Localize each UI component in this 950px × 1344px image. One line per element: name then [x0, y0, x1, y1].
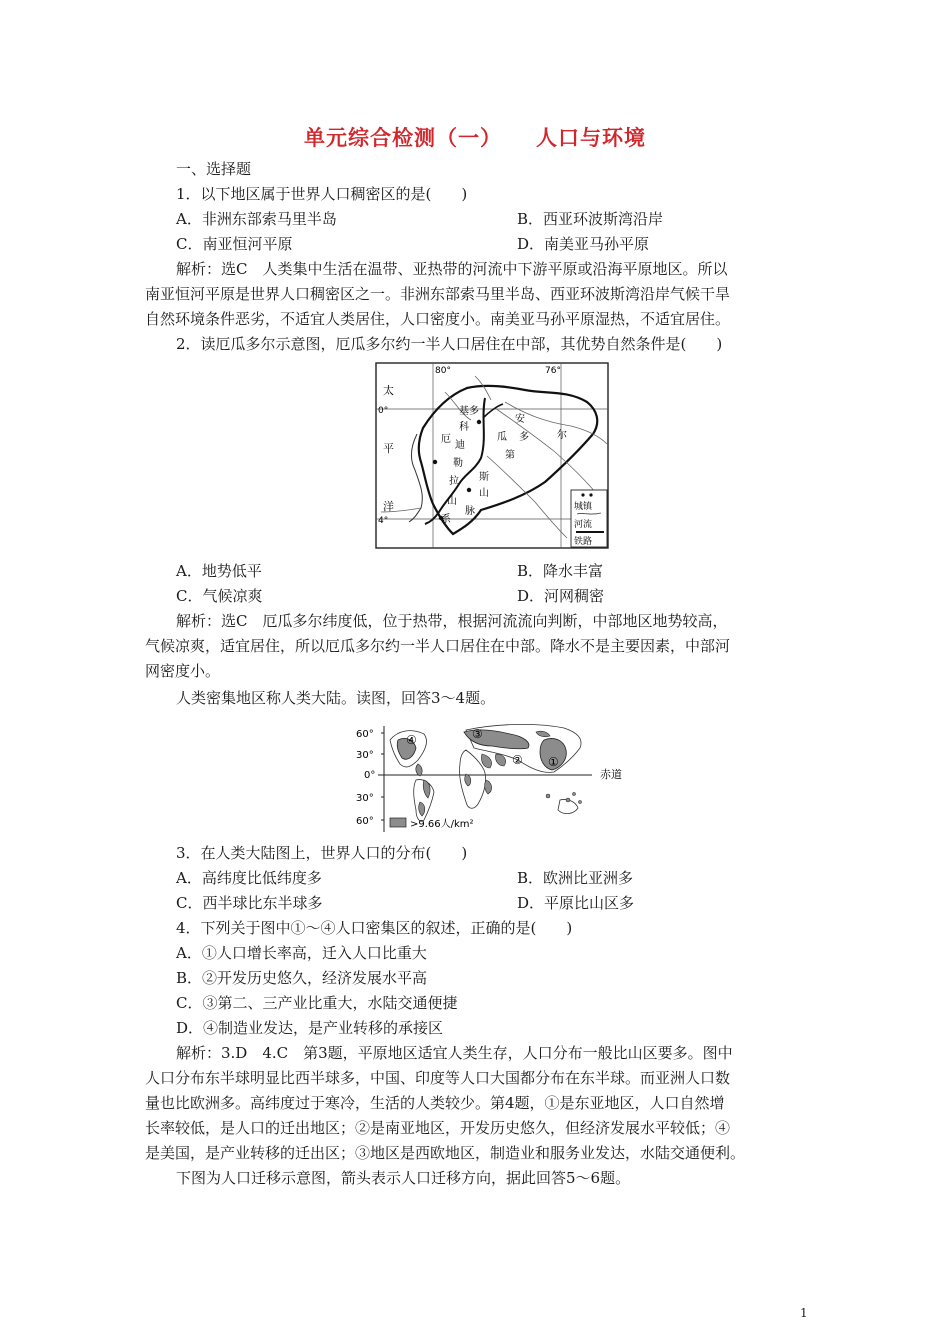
country-label: 瓜: [497, 432, 507, 443]
q4-option-d: D．④制造业发达，是产业转移的承接区: [176, 1019, 444, 1037]
q2-option-c: C．气候凉爽: [176, 587, 263, 605]
q1-stem: 1．以下地区属于世界人口稠密区的是( ): [176, 185, 468, 203]
range-label: 迪: [455, 440, 465, 451]
page-number: 1: [800, 1306, 808, 1320]
q2-option-b: B．降水丰富: [517, 562, 604, 580]
q2-explanation-line: 网密度小。: [145, 662, 221, 680]
q4-option-b: B．②开发历史悠久，经济发展水平高: [176, 969, 428, 987]
legend-swatch: [390, 818, 406, 827]
lat-label: 0°: [364, 770, 376, 781]
intro-q5-6: 下图为人口迁移示意图，箭头表示人口迁移方向，据此回答5～6题。: [176, 1169, 631, 1187]
lon-label: 80°: [435, 366, 451, 376]
legend-label: >9.66人/km²: [410, 819, 474, 830]
andes-label: 脉: [465, 506, 475, 517]
q1-explanation-line: 南亚恒河平原是世界人口稠密区之一。非洲东部索马里半岛、西亚环波斯湾沿岸气候干旱: [145, 285, 731, 303]
andes-label: 山: [479, 488, 489, 499]
q1-option-c: C．南亚恒河平原: [176, 235, 293, 253]
section-heading: 一、选择题: [176, 160, 252, 178]
andes-label: 第: [505, 450, 515, 461]
range-label: 科: [459, 422, 469, 433]
lat-label: 30°: [356, 750, 374, 761]
q1-explanation-line: 自然环境条件恶劣，不适宜人类居住，人口密度小。南美亚马孙平原湿热，不适宜居住。: [145, 310, 731, 328]
q34-explanation-line: 解析：3.D 4.C 第3题，平原地区适宜人类生存，人口分布一般比山区要多。图中: [176, 1044, 733, 1062]
q3-option-b: B．欧洲比亚洲多: [517, 869, 634, 887]
q3-option-c: C．西半球比东半球多: [176, 894, 323, 912]
human-continent-map: [354, 720, 636, 835]
q2-option-d: D．河网稠密: [517, 587, 605, 605]
intro-q3-4: 人类密集地区称人类大陆。读图，回答3～4题。: [176, 689, 496, 707]
q34-explanation-line: 量也比欧洲多。高纬度过于寒冷，生活的人类较少。第4题，①是东亚地区，人口自然增: [145, 1094, 725, 1112]
equator-label: 赤道: [600, 768, 622, 781]
lat-label: 0°: [378, 406, 389, 416]
q3-option-d: D．平原比山区多: [517, 894, 635, 912]
legend-river: 河流: [574, 520, 593, 530]
marker-2: ②: [512, 753, 523, 767]
lat-label: 30°: [356, 793, 374, 804]
q3-option-a: A．高纬度比低纬度多: [176, 869, 322, 887]
range-label: 勒: [453, 458, 463, 469]
page-title: [0, 122, 950, 152]
andes-label: 斯: [479, 472, 489, 483]
q34-explanation-line: 长率较低，是人口的迁出地区；②是南亚地区，开发历史悠久，但经济发展水平较低；④: [145, 1119, 731, 1137]
andes-label: 安: [515, 414, 525, 425]
range-label: 系: [441, 514, 451, 525]
country-label: 尔: [557, 430, 567, 441]
legend-town: 城镇: [574, 502, 593, 512]
ocean-label: 太: [383, 384, 394, 397]
title-sub: 人口与环境: [536, 126, 646, 150]
q34-explanation-line: 是美国，是产业转移的迁出区；③地区是西欧地区，制造业和服务业发达，水陆交通便利。: [145, 1144, 746, 1162]
lon-label: 76°: [545, 366, 561, 376]
ocean-label: 洋: [383, 500, 394, 513]
ocean-label: 平: [383, 442, 394, 455]
q2-explanation-line: 解析：选C 厄瓜多尔纬度低，位于热带，根据河流流向判断，中部地区地势较高，: [176, 612, 728, 630]
country-label: 厄: [441, 434, 451, 445]
q2-stem: 2．读厄瓜多尔示意图，厄瓜多尔约一半人口居住在中部，其优势自然条件是( ): [176, 335, 723, 353]
range-label: 山: [447, 496, 457, 507]
country-label: 多: [519, 432, 529, 443]
q2-explanation-line: 气候凉爽，适宜居住，所以厄瓜多尔约一半人口居住在中部。降水不是主要因素，中部河: [145, 637, 731, 655]
title-main: 单元综合检测（一）: [304, 126, 502, 150]
lat-label: 60°: [356, 816, 374, 827]
q4-stem: 4．下列关于图中①～④人口密集区的叙述，正确的是( ): [176, 919, 573, 937]
lat-label: 4°: [378, 516, 389, 526]
ecuador-map: [375, 362, 609, 549]
q3-stem: 3．在人类大陆图上，世界人口的分布( ): [176, 844, 468, 862]
range-label: 拉: [449, 476, 459, 487]
q1-option-b: B．西亚环波斯湾沿岸: [517, 210, 664, 228]
city-label: 基多: [459, 406, 479, 417]
marker-4: ④: [406, 733, 417, 747]
q4-option-a: A．①人口增长率高，迁入人口比重大: [176, 944, 427, 962]
q34-explanation-line: 人口分布东半球明显比西半球多，中国、印度等人口大国都分布在东半球。而亚洲人口数: [145, 1069, 731, 1087]
q1-option-a: A．非洲东部索马里半岛: [176, 210, 337, 228]
q4-option-c: C．③第二、三产业比重大，水陆交通便捷: [176, 994, 458, 1012]
marker-3: ③: [472, 727, 483, 741]
map-legend: [571, 490, 607, 547]
q2-option-a: A．地势低平: [176, 562, 262, 580]
lat-label: 60°: [356, 729, 374, 740]
legend-railway: 铁路: [574, 537, 593, 547]
q1-option-d: D．南美亚马孙平原: [517, 235, 650, 253]
marker-1: ①: [548, 755, 559, 769]
q1-explanation-line: 解析：选C 人类集中生活在温带、亚热带的河流中下游平原或沿海平原地区。所以: [176, 260, 728, 278]
